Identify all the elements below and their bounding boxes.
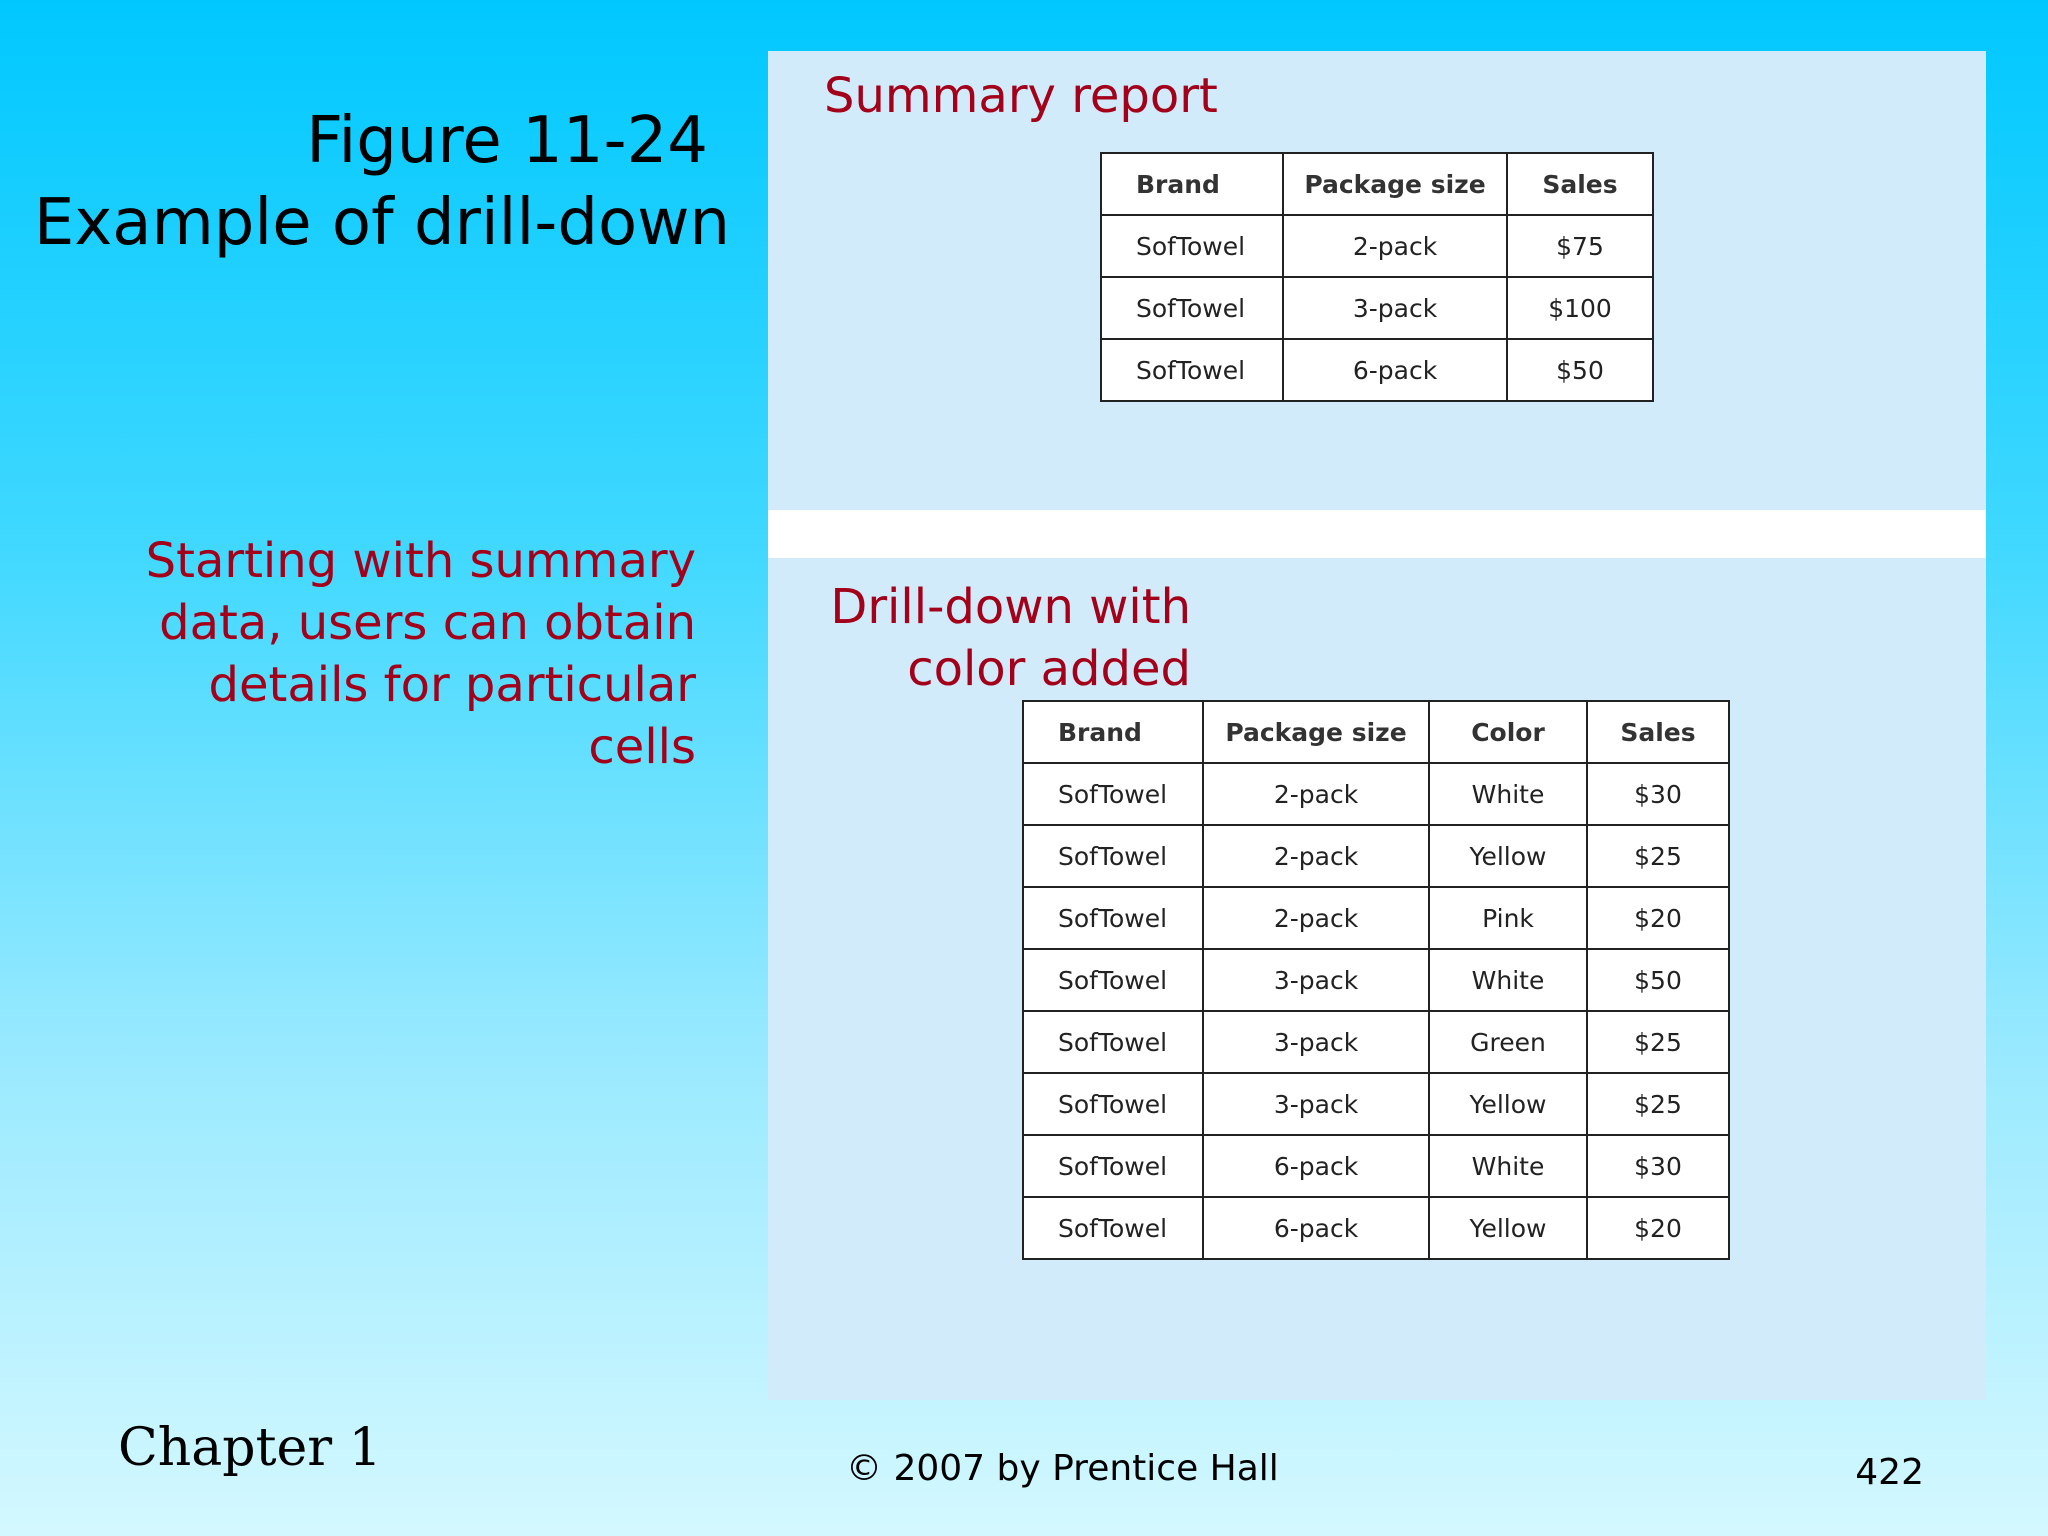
cell-color: White	[1429, 763, 1587, 825]
header-sales: Sales	[1507, 153, 1653, 215]
cell-sales: $30	[1587, 1135, 1729, 1197]
cell-package-size: 3-pack	[1203, 949, 1429, 1011]
cell-color: Yellow	[1429, 1073, 1587, 1135]
caption-line: cells	[588, 719, 696, 775]
cell-sales: $75	[1507, 215, 1653, 277]
caption-line: Starting with summary	[145, 533, 696, 589]
cell-brand: SofTowel	[1023, 1073, 1203, 1135]
summary-report-label: Summary report	[824, 68, 1218, 124]
summary-table	[1100, 152, 1654, 402]
header-color: Color	[1429, 701, 1587, 763]
cell-color: White	[1429, 1135, 1587, 1197]
cell-color: Yellow	[1429, 1197, 1587, 1259]
cell-brand: SofTowel	[1023, 763, 1203, 825]
cell-package-size: 3-pack	[1203, 1073, 1429, 1135]
cell-package-size: 3-pack	[1203, 1011, 1429, 1073]
table-row	[1101, 339, 1653, 401]
cell-brand: SofTowel	[1101, 339, 1283, 401]
table-row	[1101, 277, 1653, 339]
drilldown-table	[1022, 700, 1730, 1260]
drilldown-label	[830, 576, 1191, 700]
title-line-2: Example of drill-down	[33, 186, 730, 260]
header-brand: Brand	[1101, 153, 1283, 215]
cell-brand: SofTowel	[1101, 215, 1283, 277]
slide-title	[34, 100, 730, 264]
drilldown-panel	[768, 558, 1986, 1400]
cell-package-size: 6-pack	[1203, 1135, 1429, 1197]
header-sales: Sales	[1587, 701, 1729, 763]
table-row	[1023, 1135, 1729, 1197]
table-row	[1023, 1011, 1729, 1073]
cell-sales: $20	[1587, 1197, 1729, 1259]
table-row	[1023, 825, 1729, 887]
table-row	[1023, 949, 1729, 1011]
cell-brand: SofTowel	[1023, 887, 1203, 949]
cell-sales: $100	[1507, 277, 1653, 339]
header-package-size: Package size	[1203, 701, 1429, 763]
cell-brand: SofTowel	[1023, 1197, 1203, 1259]
drilldown-label-line: color added	[907, 641, 1191, 697]
cell-sales: $25	[1587, 1011, 1729, 1073]
table-row	[1101, 215, 1653, 277]
table-row	[1023, 887, 1729, 949]
table-header-row	[1101, 153, 1653, 215]
cell-sales: $50	[1507, 339, 1653, 401]
title-line-1: Figure 11-24	[306, 104, 708, 178]
cell-package-size: 2-pack	[1203, 825, 1429, 887]
cell-color: Yellow	[1429, 825, 1587, 887]
footer-chapter: Chapter 1	[118, 1418, 382, 1478]
cell-package-size: 3-pack	[1283, 277, 1507, 339]
cell-sales: $25	[1587, 1073, 1729, 1135]
table-row	[1023, 1197, 1729, 1259]
cell-sales: $25	[1587, 825, 1729, 887]
table-row	[1023, 1073, 1729, 1135]
cell-brand: SofTowel	[1023, 1135, 1203, 1197]
panel-divider	[768, 510, 1986, 558]
summary-panel	[768, 51, 1986, 510]
table-row	[1023, 763, 1729, 825]
slide-caption	[146, 530, 696, 778]
cell-brand: SofTowel	[1023, 825, 1203, 887]
cell-package-size: 2-pack	[1203, 887, 1429, 949]
footer-page-number: 422	[1855, 1452, 1924, 1493]
cell-package-size: 2-pack	[1203, 763, 1429, 825]
header-package-size: Package size	[1283, 153, 1507, 215]
cell-brand: SofTowel	[1023, 1011, 1203, 1073]
header-brand: Brand	[1023, 701, 1203, 763]
drilldown-label-line: Drill-down with	[830, 579, 1191, 635]
cell-brand: SofTowel	[1023, 949, 1203, 1011]
cell-package-size: 6-pack	[1283, 339, 1507, 401]
cell-sales: $50	[1587, 949, 1729, 1011]
cell-color: Pink	[1429, 887, 1587, 949]
cell-brand: SofTowel	[1101, 277, 1283, 339]
cell-color: White	[1429, 949, 1587, 1011]
cell-package-size: 2-pack	[1283, 215, 1507, 277]
table-header-row	[1023, 701, 1729, 763]
footer-copyright: © 2007 by Prentice Hall	[846, 1448, 1279, 1489]
cell-package-size: 6-pack	[1203, 1197, 1429, 1259]
caption-line: data, users can obtain	[159, 595, 696, 651]
cell-sales: $30	[1587, 763, 1729, 825]
caption-line: details for particular	[208, 657, 696, 713]
cell-sales: $20	[1587, 887, 1729, 949]
cell-color: Green	[1429, 1011, 1587, 1073]
